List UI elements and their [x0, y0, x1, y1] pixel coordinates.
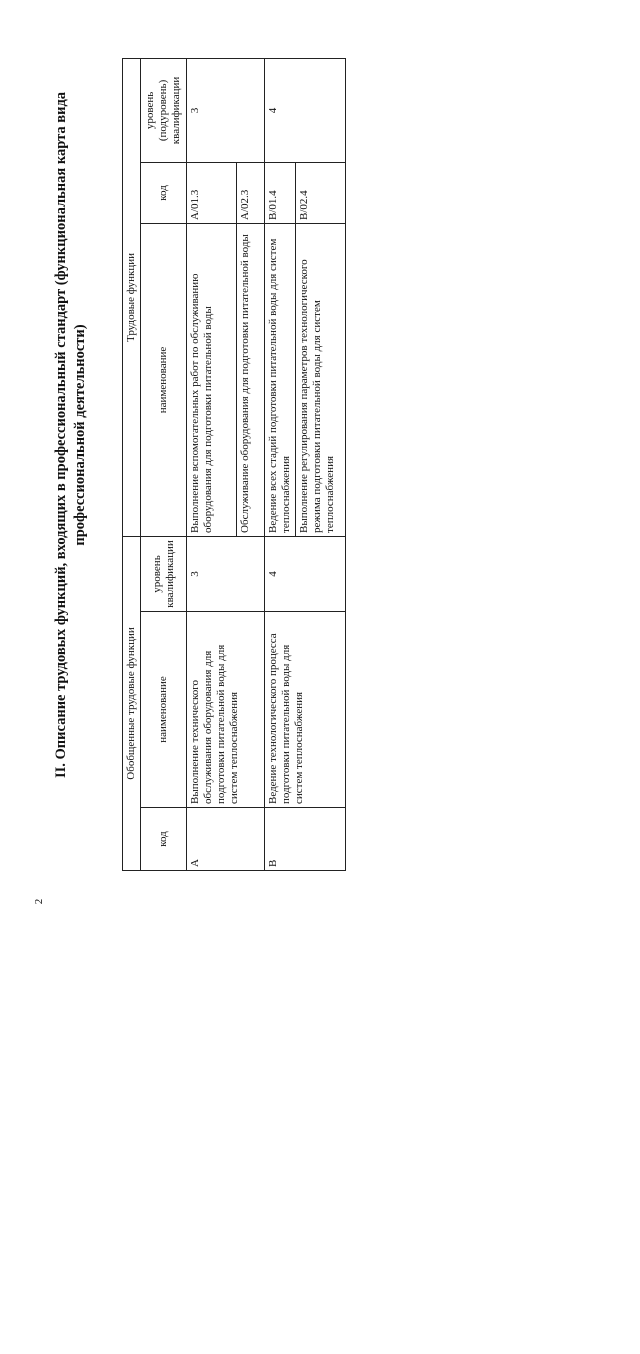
header-row-1: [123, 58, 141, 870]
page-number: 2: [33, 898, 45, 905]
header-g-code: код: [141, 808, 187, 871]
table-row: [265, 58, 296, 870]
f-code-cell: A/01.3: [187, 162, 237, 223]
f-code-cell: B/02.4: [296, 162, 346, 223]
g-code-cell: B: [265, 808, 346, 871]
table-row: [187, 58, 237, 870]
f-name-cell: Ведение всех стадий подготовки питательной воды для систем теплоснабжения: [265, 223, 296, 536]
header-f-name: наименование: [141, 223, 187, 536]
g-level-cell: 4: [265, 536, 346, 611]
g-name-cell: Ведение технологического процесса подготовки питательной воды для систем теплоснабжения: [265, 612, 346, 808]
f-name-cell: Обслуживание оборудования для подготовки питательной воды: [237, 223, 265, 536]
functional-map-table: [122, 58, 346, 871]
section-heading: [52, 45, 90, 825]
g-code-cell: A: [187, 808, 265, 871]
header-f-code: код: [141, 162, 187, 223]
f-code-cell: B/01.4: [265, 162, 296, 223]
g-level-cell: 3: [187, 536, 265, 611]
header-row-2: [141, 58, 187, 870]
f-level-cell: 4: [265, 58, 346, 162]
f-name-cell: Выполнение вспомогательных работ по обслуживанию оборудования для подготовки питательной воды: [187, 223, 237, 536]
header-labor: Трудовые функции: [123, 58, 141, 536]
header-g-level: уровень квалификации: [141, 536, 187, 611]
heading-line-1: II. Описание трудовых функций, входящих в профессиональный стандарт (функциональная карта вида: [53, 91, 69, 779]
f-name-cell: Выполнение регулирования параметров технологического режима подготовки питательной воды для систем теплоснабжения: [296, 223, 346, 536]
heading-line-2: профессиональной деятельности): [72, 324, 88, 546]
f-level-cell: 3: [187, 58, 265, 162]
g-name-cell: Выполнение технического обслуживания оборудования для подготовки питательной воды для систем теплоснабжения: [187, 612, 265, 808]
header-generalized: Обобщенные трудовые функции: [123, 536, 141, 870]
f-code-cell: A/02.3: [237, 162, 265, 223]
header-f-level: уровень (подуровень) квалификации: [141, 58, 187, 162]
header-g-name: наименование: [141, 612, 187, 808]
